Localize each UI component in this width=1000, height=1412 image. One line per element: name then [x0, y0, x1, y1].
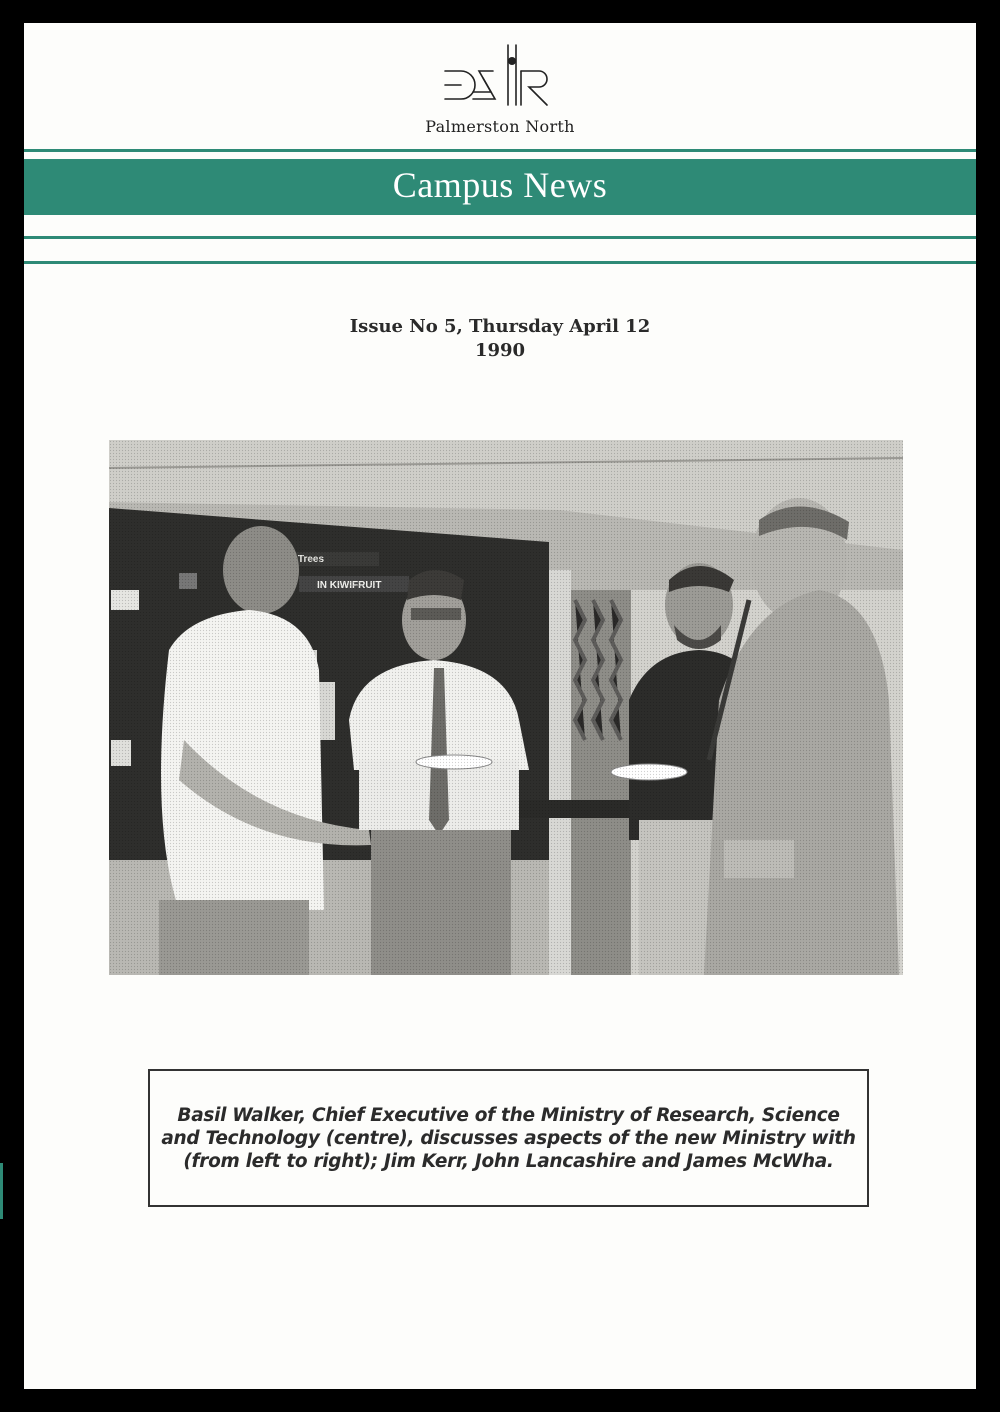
- binding-edge-mark: [0, 1163, 3, 1219]
- dsir-logo-icon: [443, 43, 553, 107]
- newsletter-title: Campus News: [392, 165, 608, 205]
- title-band: [24, 159, 976, 215]
- issue-info: [24, 315, 976, 363]
- photo-caption-box: [148, 1069, 869, 1207]
- cover-photo: [109, 440, 903, 975]
- bottom-rule: [24, 261, 976, 264]
- photo-caption: Basil Walker, Chief Executive of the Ministry of Research, Science and Technology (centre), discusses aspects of the new Ministry with (from left to right); Jim Kerr, John Lancashire and James McWha.: [161, 1104, 856, 1172]
- middle-rule: [24, 236, 976, 239]
- top-rule: [24, 149, 976, 152]
- org-location: Palmerston North: [425, 117, 575, 136]
- issue-year: 1990: [474, 340, 526, 361]
- newsletter-page: [24, 23, 976, 1389]
- issue-line: Issue No 5, Thursday April 12: [349, 316, 651, 337]
